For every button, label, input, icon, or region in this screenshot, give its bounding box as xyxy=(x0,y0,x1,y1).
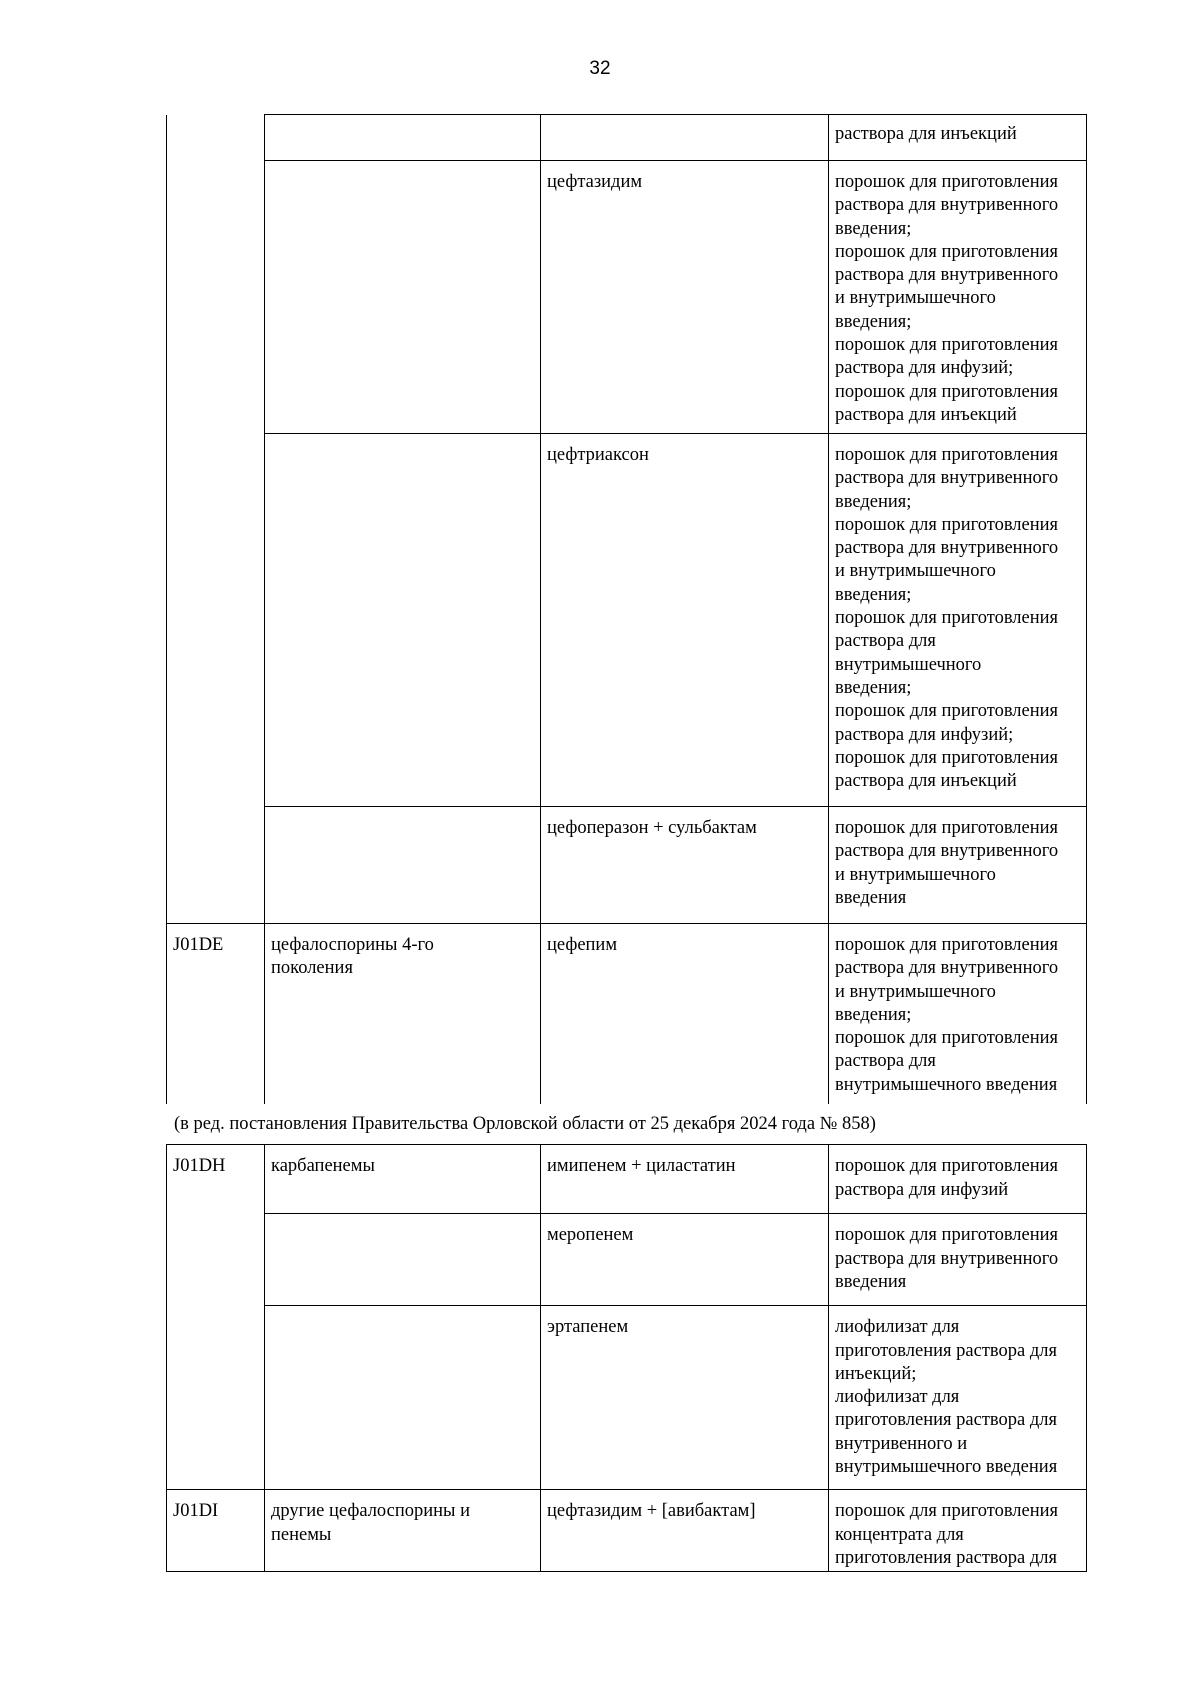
drug-table-part-1 xyxy=(166,114,1087,1104)
group-cell xyxy=(265,115,541,161)
table-row xyxy=(167,807,1087,924)
amendment-note: (в ред. постановления Правительства Орловской области от 25 декабря 2024 года № 858) xyxy=(174,1114,876,1134)
dosage-form-cell: порошок для приготовления концентрата для приготовления раствора для xyxy=(829,1490,1087,1572)
group-cell xyxy=(265,161,541,434)
table-row xyxy=(167,161,1087,434)
table-row xyxy=(167,1306,1087,1490)
atc-code-cell xyxy=(167,115,265,924)
atc-code-cell: J01DH xyxy=(167,1145,265,1490)
atc-code-cell: J01DI xyxy=(167,1490,265,1572)
drug-name-cell: цефтазидим + [авибактам] xyxy=(541,1490,829,1572)
table-row xyxy=(167,924,1087,1105)
group-cell xyxy=(265,807,541,924)
group-cell xyxy=(265,1214,541,1306)
drug-name-cell: цефепим xyxy=(541,924,829,1105)
document-body xyxy=(166,114,1086,1572)
table-row xyxy=(167,1214,1087,1306)
drug-table-part-2 xyxy=(166,1144,1087,1572)
drug-name-cell: эртапенем xyxy=(541,1306,829,1490)
group-cell: цефалоспорины 4-го поколения xyxy=(265,924,541,1105)
drug-name-cell: меропенем xyxy=(541,1214,829,1306)
page-number: 32 xyxy=(589,58,611,79)
group-cell xyxy=(265,1306,541,1490)
dosage-form-cell: порошок для приготовления раствора для внутривенного введения; порошок для приготовления раствора для внутривенного и внутримышечного введения; порошок для приготовления раствора для внутримышечного введения; порошок для приготовления раствора для инфузий; порошок для приготовления раствора для инъекций xyxy=(829,434,1087,807)
table-row xyxy=(167,1490,1087,1572)
dosage-form-cell: раствора для инъекций xyxy=(829,115,1087,161)
table-row xyxy=(167,115,1087,161)
drug-name-cell: цефтазидим xyxy=(541,161,829,434)
drug-name-cell: имипенем + циластатин xyxy=(541,1145,829,1214)
group-cell: карбапенемы xyxy=(265,1145,541,1214)
drug-name-cell: цефтриаксон xyxy=(541,434,829,807)
dosage-form-cell: порошок для приготовления раствора для внутривенного введения; порошок для приготовления раствора для внутривенного и внутримышечного введения; порошок для приготовления раствора для инфузий; порошок для приготовления раствора для инъекций xyxy=(829,161,1087,434)
atc-code-cell: J01DE xyxy=(167,924,265,1105)
dosage-form-cell: порошок для приготовления раствора для инфузий xyxy=(829,1145,1087,1214)
group-cell: другие цефалоспорины и пенемы xyxy=(265,1490,541,1572)
table-row xyxy=(167,1145,1087,1214)
dosage-form-cell: порошок для приготовления раствора для внутривенного введения xyxy=(829,1214,1087,1306)
group-cell xyxy=(265,434,541,807)
drug-name-cell: цефоперазон + сульбактам xyxy=(541,807,829,924)
drug-name-cell xyxy=(541,115,829,161)
table-row xyxy=(167,434,1087,807)
dosage-form-cell: лиофилизат для приготовления раствора для инъекций; лиофилизат для приготовления раствора для внутривенного и внутримышечного введения xyxy=(829,1306,1087,1490)
dosage-form-cell: порошок для приготовления раствора для внутривенного и внутримышечного введения; порошок для приготовления раствора для внутримышечного введения xyxy=(829,924,1087,1105)
dosage-form-cell: порошок для приготовления раствора для внутривенного и внутримышечного введения xyxy=(829,807,1087,924)
